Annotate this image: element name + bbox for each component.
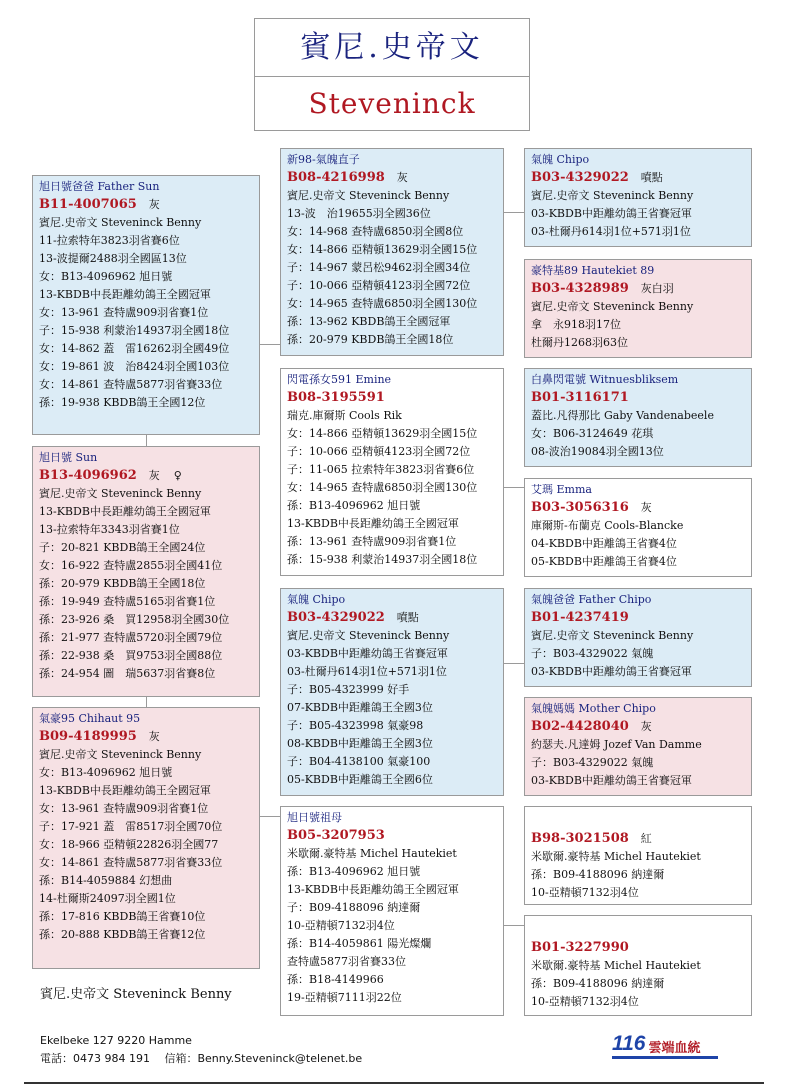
- pigeon-name: 氣魄媽媽 Mother Chipo: [531, 702, 656, 715]
- pigeon-detail-line: 孫：B13-4096962 旭日號: [287, 865, 421, 878]
- pigeon-detail-line: 03-KBDB中距離幼鴿王省賽冠軍: [531, 665, 692, 678]
- pigeon-detail-line: 子：10-066 亞精頓4123羽全國72位: [287, 445, 471, 458]
- pigeon-name: 旭日號爸爸 Father Sun: [39, 180, 160, 193]
- pigeon-card: [524, 588, 752, 687]
- pigeon-detail-line: 13-KBDB中長距離幼鴿王全國冠軍: [287, 517, 459, 530]
- pigeon-detail-line: 孫：13-962 KBDB鴿王全國冠軍: [287, 315, 451, 328]
- pigeon-detail-line: 女：B13-4096962 旭日號: [39, 766, 173, 779]
- pigeon-detail-line: 孫：20-979 KBDB鴿王全國18位: [287, 333, 454, 346]
- pigeon-detail-line: 米歇爾.豪特基 Michel Hautekiet: [287, 847, 457, 860]
- pigeon-detail-line: 米歇爾.豪特基 Michel Hautekiet: [531, 959, 701, 972]
- pigeon-card: [280, 368, 504, 576]
- pigeon-name: 艾瑪 Emma: [531, 483, 592, 496]
- pigeon-detail-line: 13-波提爾2488羽全國區13位: [39, 252, 187, 265]
- plumage-color: 灰: [396, 171, 408, 184]
- logo-underline: [612, 1056, 718, 1059]
- pigeon-detail-line: 07-KBDB中距離鴿王全國3位: [287, 701, 433, 714]
- pigeon-detail-line: 女：14-862 蓋 雷16262羽全國49位: [39, 342, 230, 355]
- pigeon-detail-line: 子：B09-4188096 納達爾: [287, 901, 421, 914]
- connector-line: [504, 925, 524, 926]
- pigeon-detail-line: 孫：24-954 圖 瑞5637羽省賽8位: [39, 667, 216, 680]
- ring-number: [287, 388, 503, 407]
- logo-text: 雲端血統: [648, 1041, 701, 1056]
- pigeon-detail-line: 04-KBDB中距離鴿王省賽4位: [531, 537, 677, 550]
- pigeon-detail-line: 庫爾斯-布蘭克 Cools-Blancke: [531, 519, 684, 532]
- ring-id: B03-4329022: [287, 610, 385, 625]
- owner-name: 賓尼.史帝文 Steveninck Benny: [40, 987, 232, 1002]
- plumage-color: 灰白羽: [640, 282, 674, 295]
- pigeon-detail-line: 女：B06-3124649 花琪: [531, 427, 654, 440]
- pigeon-detail-line: 孫：19-949 查特盧5165羽省賽1位: [39, 595, 216, 608]
- ring-number: [287, 168, 503, 187]
- plumage-color: 灰: [148, 198, 160, 211]
- pigeon-detail-line: 瑞克.庫爾斯 Cools Rik: [287, 409, 402, 422]
- pigeon-detail-line: 女：18-966 亞精頓22826羽全國77: [39, 838, 219, 851]
- pigeon-name: 氣魄 Chipo: [531, 153, 590, 166]
- contact-info: [40, 1032, 362, 1068]
- pigeon-detail-line: 孫：B13-4096962 旭日號: [287, 499, 421, 512]
- pigeon-detail-line: 孫：21-977 查特盧5720羽全國79位: [39, 631, 223, 644]
- pigeon-card: [524, 915, 752, 1016]
- pigeon-card: [280, 148, 504, 356]
- pigeon-card: [524, 697, 752, 796]
- pigeon-detail-line: 08-KBDB中距離鴿王全國3位: [287, 737, 433, 750]
- ring-id: B08-3195591: [287, 390, 385, 405]
- pigeon-detail-line: 14-杜爾斯24097羽全國1位: [39, 892, 176, 905]
- pigeon-detail-line: 子：B03-4329022 氣魄: [531, 647, 654, 660]
- plumage-color: 灰: [640, 720, 652, 733]
- pigeon-detail-line: 10-亞精頓7132羽4位: [531, 886, 639, 899]
- pigeon-detail-line: 子：15-938 利蒙治14937羽全國18位: [39, 324, 230, 337]
- ring-id: B11-4007065: [39, 197, 137, 212]
- pigeon-detail-line: 03-KBDB中距離幼鴿王省賽冠軍: [531, 207, 692, 220]
- pigeon-detail-line: 03-KBDB中距離幼鴿王省賽冠軍: [287, 647, 448, 660]
- pigeon-name: 氣豪95 Chihaut 95: [39, 712, 141, 725]
- title-chinese: 賓尼.史帝文: [255, 19, 529, 77]
- pigeon-card: [32, 446, 260, 697]
- ring-number: [531, 388, 751, 407]
- phone-email: 電話：0473 984 191 信箱：Benny.Steveninck@telenet.be: [40, 1052, 363, 1065]
- pigeon-detail-line: 10-亞精頓7132羽4位: [531, 995, 639, 1008]
- pigeon-detail-line: 女：13-961 查特盧909羽省賽1位: [39, 306, 209, 319]
- pigeon-name: 旭日號 Sun: [39, 451, 98, 464]
- pigeon-card: [524, 259, 752, 358]
- pigeon-detail-line: 11-拉索特年3823羽省賽6位: [39, 234, 180, 247]
- ring-id: B02-4428040: [531, 719, 629, 734]
- pigeon-detail-line: 孫：20-888 KBDB鴿王省賽12位: [39, 928, 206, 941]
- pigeon-detail-line: 女：14-866 亞精頓13629羽全國15位: [287, 427, 478, 440]
- ring-id: B01-3116171: [531, 390, 629, 405]
- plumage-color: 灰: [148, 469, 160, 482]
- address: Ekelbeke 127 9220 Hamme: [40, 1034, 192, 1047]
- plumage-color: 灰: [148, 730, 160, 743]
- logo: [612, 1030, 701, 1056]
- pigeon-detail-line: 賓尼.史帝文 Steveninck Benny: [39, 748, 202, 761]
- pigeon-detail-line: 女：19-861 波 治8424羽全國103位: [39, 360, 230, 373]
- pigeon-detail-line: 孫：B18-4149966: [287, 973, 384, 986]
- pigeon-card: [32, 175, 260, 435]
- pigeon-detail-line: 杜爾丹1268羽63位: [531, 336, 628, 349]
- ring-id: B08-4216998: [287, 170, 385, 185]
- pigeon-detail-line: 孫：B14-4059884 幻想曲: [39, 874, 173, 887]
- pigeon-detail-line: 孫：B09-4188096 納達爾: [531, 868, 665, 881]
- pigeon-detail-line: 03-KBDB中距離幼鴿王省賽冠軍: [531, 774, 692, 787]
- pigeon-card: [524, 368, 752, 467]
- logo-number: 116: [612, 1032, 646, 1055]
- pigeon-detail-line: 子：10-066 亞精頓4123羽全國72位: [287, 279, 471, 292]
- pigeon-detail-line: 子：17-921 蓋 雷8517羽全國70位: [39, 820, 223, 833]
- pigeon-detail-line: 賓尼.史帝文 Steveninck Benny: [531, 189, 694, 202]
- pigeon-detail-line: 13-KBDB中長距離幼鴿王全國冠軍: [39, 505, 211, 518]
- ring-id: B03-4328989: [531, 281, 629, 296]
- pigeon-detail-line: 女：B13-4096962 旭日號: [39, 270, 173, 283]
- pigeon-detail-line: 03-杜爾丹614羽1位+571羽1位: [531, 225, 691, 238]
- pigeon-card: [524, 148, 752, 247]
- pigeon-detail-line: 賓尼.史帝文 Steveninck Benny: [531, 629, 694, 642]
- pigeon-detail-line: 孫：17-816 KBDB鴿王省賽10位: [39, 910, 206, 923]
- pigeon-card: [524, 806, 752, 905]
- ring-number: [39, 466, 259, 485]
- pigeon-detail-line: 子：B05-4323998 氣豪98: [287, 719, 424, 732]
- pigeon-detail-line: 蓋比.凡得那比 Gaby Vandenabeele: [531, 409, 714, 422]
- pigeon-card: [280, 806, 504, 1016]
- plumage-color: 灰: [640, 501, 652, 514]
- pigeon-detail-line: 孫：19-938 KBDB鴿王全國12位: [39, 396, 206, 409]
- pigeon-name: 旭日號祖母: [287, 811, 342, 824]
- pigeon-card: [524, 478, 752, 577]
- pigeon-detail-line: 子：20-821 KBDB鴿王全國24位: [39, 541, 206, 554]
- pigeon-detail-line: 女：14-965 查特盧6850羽全國130位: [287, 481, 478, 494]
- pigeon-detail-line: 子：14-967 蒙呂松9462羽全國34位: [287, 261, 471, 274]
- ring-number: [531, 608, 751, 627]
- pigeon-detail-line: 約瑟夫.凡達姆 Jozef Van Damme: [531, 738, 702, 751]
- ring-id: B03-3056316: [531, 500, 629, 515]
- plumage-color: 噴點: [640, 171, 663, 184]
- ring-id: B13-4096962: [39, 468, 137, 483]
- pigeon-name: 氣魄 Chipo: [287, 593, 346, 606]
- pigeon-detail-line: 孫：13-961 查特盧909羽省賽1位: [287, 535, 457, 548]
- ring-id: B01-3227990: [531, 940, 629, 955]
- pigeon-detail-line: 賓尼.史帝文 Steveninck Benny: [287, 189, 450, 202]
- pigeon-detail-line: 子：B04-4138100 氣豪100: [287, 755, 431, 768]
- pigeon-name: 氣魄爸爸 Father Chipo: [531, 593, 652, 606]
- ring-number: [39, 727, 259, 746]
- pigeon-detail-line: 子：B03-4329022 氣魄: [531, 756, 654, 769]
- ring-number: [287, 826, 503, 845]
- ring-id: B01-4237419: [531, 610, 629, 625]
- pigeon-detail-line: 03-杜爾丹614羽1位+571羽1位: [287, 665, 447, 678]
- connector-line: [504, 212, 524, 213]
- footer-divider: [24, 1082, 764, 1084]
- pigeon-card: [280, 588, 504, 796]
- ring-number: [287, 608, 503, 627]
- ring-number: [531, 498, 751, 517]
- pigeon-detail-line: 孫：15-938 利蒙治14937羽全國18位: [287, 553, 478, 566]
- connector-line: [146, 697, 147, 707]
- pigeon-detail-line: 13-KBDB中長距離幼鴿王全國冠軍: [39, 784, 211, 797]
- sex-symbol: ♀: [173, 469, 182, 482]
- ring-id: B98-3021508: [531, 831, 629, 846]
- pigeon-detail-line: 13-拉索特年3343羽省賽1位: [39, 523, 180, 536]
- pigeon-detail-line: 08-波治19084羽全國13位: [531, 445, 664, 458]
- pigeon-detail-line: 孫：20-979 KBDB鴿王全國18位: [39, 577, 206, 590]
- pigeon-detail-line: 賓尼.史帝文 Steveninck Benny: [287, 629, 450, 642]
- ring-id: B03-4329022: [531, 170, 629, 185]
- ring-number: [531, 829, 751, 848]
- pigeon-name: 閃電孫女591 Emine: [287, 373, 392, 386]
- pedigree-title: [254, 18, 530, 131]
- pigeon-detail-line: 孫：B09-4188096 納達爾: [531, 977, 665, 990]
- ring-id: B09-4189995: [39, 729, 137, 744]
- pigeon-detail-line: 女：14-861 查特盧5877羽省賽33位: [39, 378, 223, 391]
- pigeon-detail-line: 13-KBDB中長距離幼鴿王全國冠軍: [287, 883, 459, 896]
- pigeon-detail-line: 女：13-961 查特盧909羽省賽1位: [39, 802, 209, 815]
- pigeon-detail-line: 賓尼.史帝文 Steveninck Benny: [39, 216, 202, 229]
- ring-number: [531, 279, 751, 298]
- pigeon-detail-line: 13-波 治19655羽全國36位: [287, 207, 431, 220]
- pigeon-detail-line: 05-KBDB中距離鴿王全國6位: [287, 773, 433, 786]
- pigeon-detail-line: 女：14-968 查特盧6850羽全國8位: [287, 225, 464, 238]
- pigeon-detail-line: 05-KBDB中距離鴿王省賽4位: [531, 555, 677, 568]
- pigeon-detail-line: 查特盧5877羽省賽33位: [287, 955, 406, 968]
- ring-number: [531, 717, 751, 736]
- connector-line: [504, 487, 524, 488]
- pigeon-detail-line: 賓尼.史帝文 Steveninck Benny: [531, 300, 694, 313]
- pigeon-detail-line: 10-亞精頓7132羽4位: [287, 919, 395, 932]
- connector-line: [260, 816, 280, 817]
- pigeon-detail-line: 女：14-866 亞精頓13629羽全國15位: [287, 243, 478, 256]
- pigeon-detail-line: 孫：23-926 桑 買12958羽全國30位: [39, 613, 230, 626]
- connector-line: [504, 663, 524, 664]
- connector-line: [260, 344, 280, 345]
- plumage-color: 噴點: [396, 611, 419, 624]
- pigeon-card: [32, 707, 260, 969]
- pigeon-detail-line: 孫：B14-4059861 陽光燦爛: [287, 937, 432, 950]
- pigeon-detail-line: 米歇爾.豪特基 Michel Hautekiet: [531, 850, 701, 863]
- plumage-color: 紅: [640, 832, 652, 845]
- pigeon-name: 豪特基89 Hautekiet 89: [531, 264, 655, 277]
- ring-number: [531, 168, 751, 187]
- pigeon-detail-line: 子：B05-4323999 好手: [287, 683, 410, 696]
- pigeon-detail-line: 19-亞精頓7111羽22位: [287, 991, 402, 1004]
- pigeon-name: 白鼻閃電號 Witnuesbliksem: [531, 373, 679, 386]
- pigeon-detail-line: 孫：22-938 桑 買9753羽全國88位: [39, 649, 223, 662]
- pigeon-detail-line: 女：16-922 查特盧2855羽全國41位: [39, 559, 223, 572]
- ring-id: B05-3207953: [287, 828, 385, 843]
- pigeon-detail-line: 女：14-861 查特盧5877羽省賽33位: [39, 856, 223, 869]
- pigeon-detail-line: 子：11-065 拉索特年3823羽省賽6位: [287, 463, 475, 476]
- pigeon-detail-line: 賓尼.史帝文 Steveninck Benny: [39, 487, 202, 500]
- ring-number: [39, 195, 259, 214]
- pigeon-detail-line: 拿 永918羽17位: [531, 318, 621, 331]
- pigeon-detail-line: 女：14-965 查特盧6850羽全國130位: [287, 297, 478, 310]
- ring-number: [531, 938, 751, 957]
- title-english: Steveninck: [308, 87, 476, 120]
- pigeon-name: 新98-氣魄直子: [287, 153, 360, 166]
- pigeon-detail-line: 13-KBDB中長距離幼鴿王全國冠軍: [39, 288, 211, 301]
- connector-line: [146, 434, 147, 446]
